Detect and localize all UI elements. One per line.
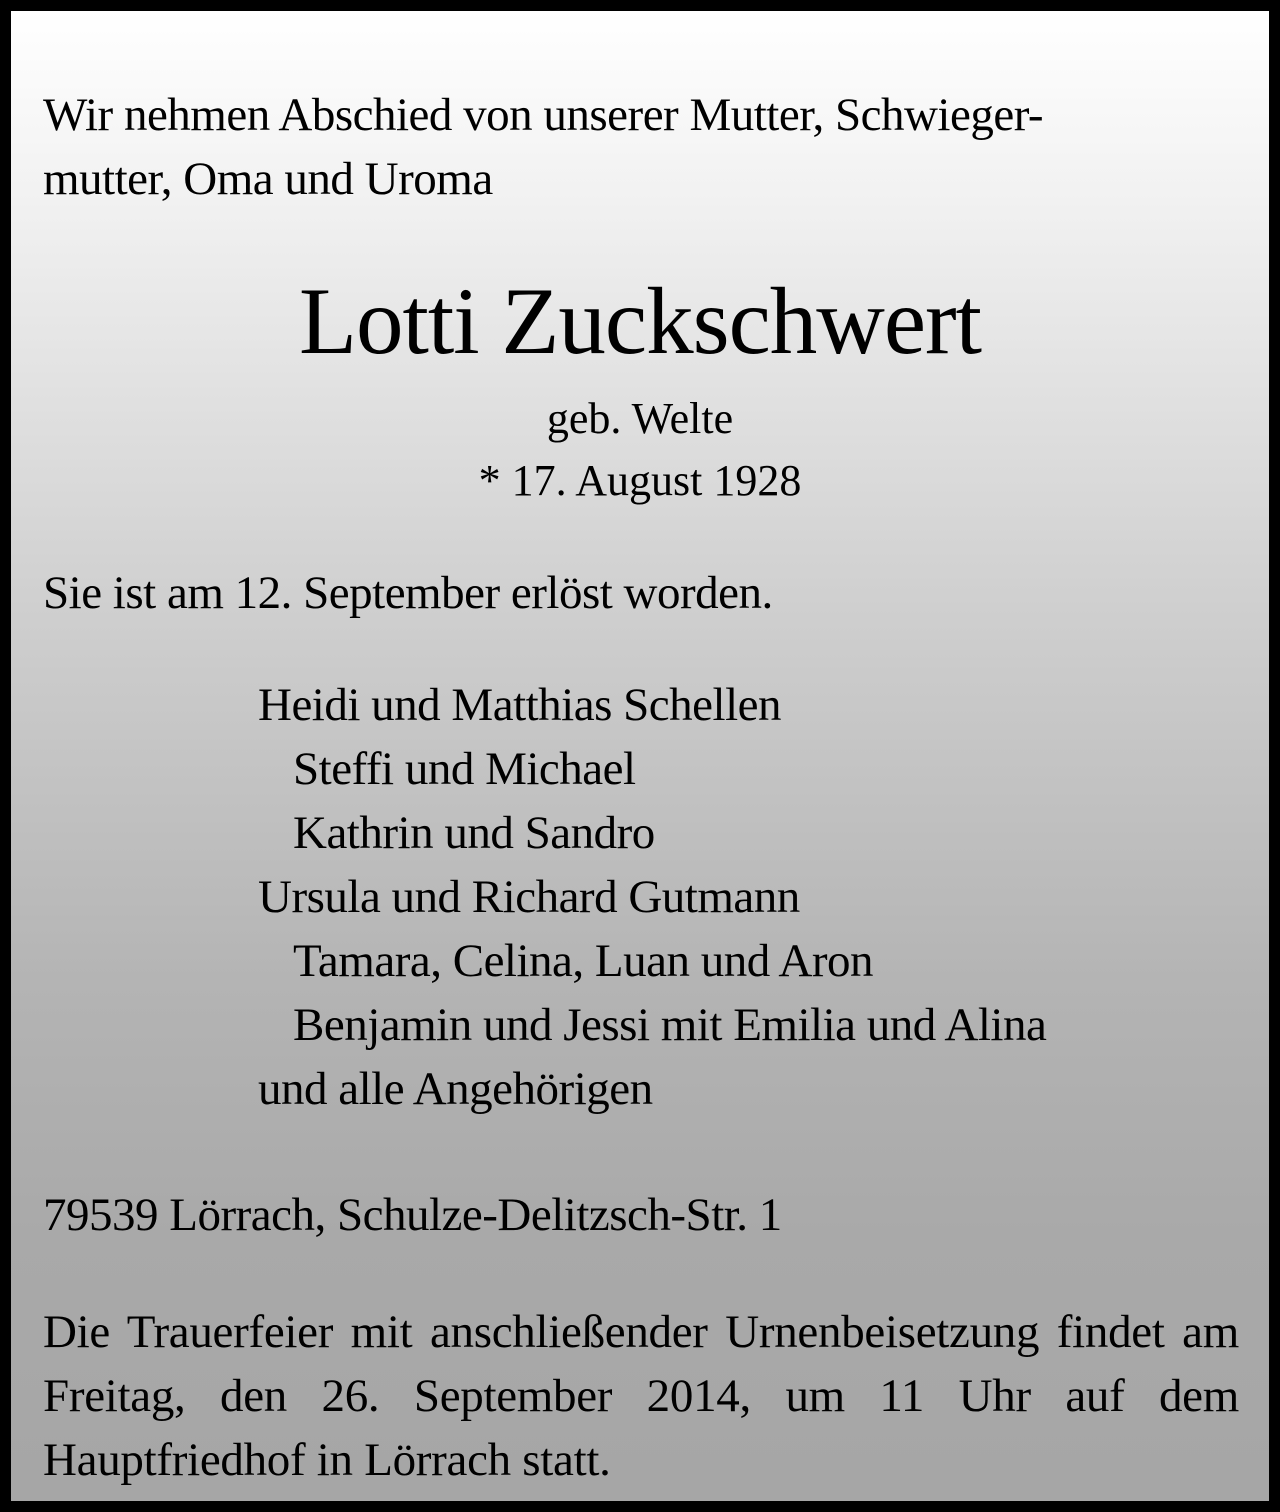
death-statement: Sie ist am 12. September erlöst worden.: [43, 567, 773, 619]
intro-line-1: Wir nehmen Abschied von unserer Mutter, Schwieger-: [43, 89, 1044, 141]
mourner-line: Heidi und Matthias Schellen: [258, 679, 781, 731]
mourner-line: Steffi und Michael: [293, 743, 636, 795]
mourner-line: Tamara, Celina, Luan und Aron: [293, 935, 873, 987]
intro-line-2: mutter, Oma und Uroma: [43, 153, 493, 205]
mourner-line: Benjamin und Jessi mit Emilia und Alina: [293, 999, 1047, 1051]
birth-date: * 17. August 1928: [478, 456, 802, 505]
mourner-line: Kathrin und Sandro: [293, 807, 655, 859]
deceased-name: Lotti Zuckschwert: [298, 268, 982, 374]
mourner-line: und alle Angehörigen: [258, 1063, 653, 1115]
mourner-line: Ursula und Richard Gutmann: [258, 871, 800, 923]
address: 79539 Lörrach, Schulze-Delitzsch-Str. 1: [43, 1189, 782, 1241]
ceremony-details: Die Trauerfeier mit anschließender Urnenbeisetzung findet am Freitag, den 26. September 2014, um 11 Uhr auf dem Hauptfriedhof in Lörrach statt.: [43, 1306, 1239, 1486]
maiden-name: geb. Welte: [546, 394, 734, 443]
